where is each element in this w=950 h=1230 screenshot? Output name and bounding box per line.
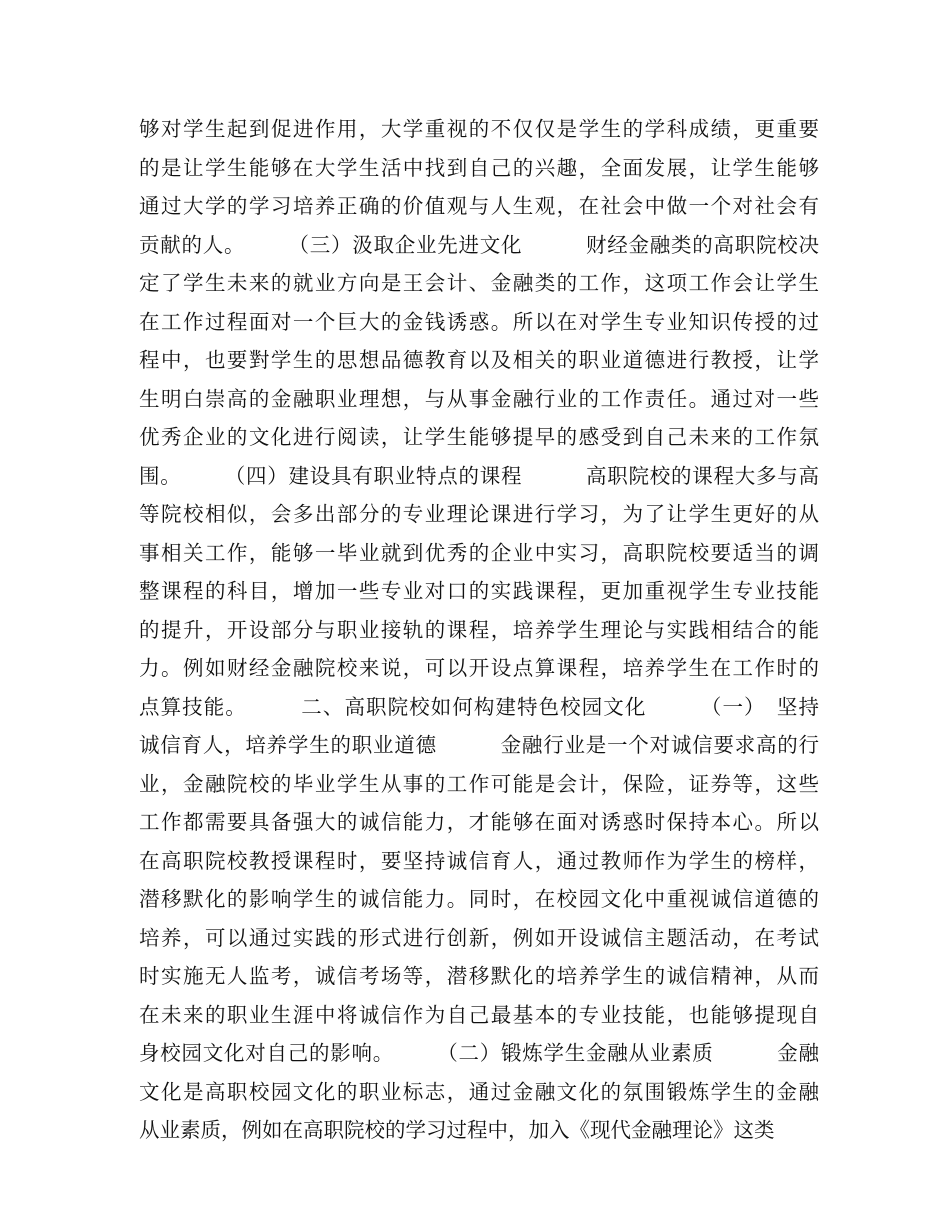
text-line: 围。 （四）建设具有职业特点的课程 高职院校的课程大多与高 bbox=[139, 463, 819, 488]
text-line: 身校园文化对自己的影响。 （二）锻炼学生金融从业素质 金融 bbox=[139, 1041, 819, 1065]
text-line: 在未来的职业生涯中将诚信作为自己最基本的专业技能，也能够提现自 bbox=[139, 1002, 819, 1027]
text-line: 通过大学的学习培养正确的价值观与人生观，在社会中做一个对社会有 bbox=[139, 194, 819, 218]
text-line: 从业素质，例如在高职院校的学习过程中，加入《现代金融理论》这类 bbox=[139, 1118, 775, 1142]
text-line: 生明白崇高的金融职业理想，与从事金融行业的工作责任。通过对一些 bbox=[139, 386, 819, 411]
text-line: 工作都需要具备强大的诚信能力，才能够在面对诱惑时保持本心。所以 bbox=[139, 810, 819, 834]
text-line: 业，金融院校的毕业学生从事的工作可能是会计，保险，证券等，这些 bbox=[139, 771, 819, 796]
text-line: 的提升，开设部分与职业接轨的课程，培养学生理论与实践相结合的能 bbox=[139, 617, 819, 642]
text-line: 点算技能。 二、高职院校如何构建特色校园文化 （一） 坚持 bbox=[139, 694, 819, 719]
body-text bbox=[139, 110, 819, 1150]
text-line: 在工作过程面对一个巨大的金钱诱惑。所以在对学生专业知识传授的过 bbox=[139, 309, 819, 334]
text-line: 培养，可以通过实践的形式进行创新，例如开设诚信主题活动，在考试 bbox=[139, 925, 819, 950]
text-line: 事相关工作，能够一毕业就到优秀的企业中实习，高职院校要适当的调 bbox=[139, 540, 819, 565]
text-line: 诚信育人，培养学生的职业道德 金融行业是一个对诚信要求高的行 bbox=[139, 733, 819, 757]
text-line: 定了学生未来的就业方向是王会计、金融类的工作，这项工作会让学生 bbox=[139, 271, 819, 295]
text-line: 的是让学生能够在大学生活中找到自己的兴趣，全面发展，让学生能够 bbox=[139, 155, 819, 180]
text-line: 够对学生起到促进作用，大学重视的不仅仅是学生的学科成绩，更重要 bbox=[139, 117, 819, 141]
text-line: 程中，也要對学生的思想品德教育以及相关的职业道德进行教授，让学 bbox=[139, 348, 819, 372]
text-line: 时实施无人监考，诚信考场等，潜移默化的培养学生的诚信精神，从而 bbox=[139, 964, 819, 988]
text-line: 在高职院校教授课程时，要坚持诚信育人，通过教师作为学生的榜样， bbox=[139, 848, 819, 873]
text-line: 整课程的科目，增加一些专业对口的实践课程，更加重视学生专业技能 bbox=[139, 579, 819, 603]
text-line: 优秀企业的文化进行阅读，让学生能够提早的感受到自己未来的工作氛 bbox=[139, 425, 819, 449]
text-line: 文化是高职校园文化的职业标志，通过金融文化的氛围锻炼学生的金融 bbox=[139, 1079, 819, 1104]
text-line: 潜移默化的影响学生的诚信能力。同时，在校园文化中重视诚信道德的 bbox=[139, 887, 819, 911]
text-line: 力。例如财经金融院校来说，可以开设点算课程，培养学生在工作时的 bbox=[139, 656, 819, 680]
text-line: 等院校相似，会多出部分的专业理论课进行学习，为了让学生更好的从 bbox=[139, 502, 819, 526]
text-line: 贡献的人。 （三）汲取企业先进文化 财经金融类的高职院校决 bbox=[139, 232, 819, 257]
